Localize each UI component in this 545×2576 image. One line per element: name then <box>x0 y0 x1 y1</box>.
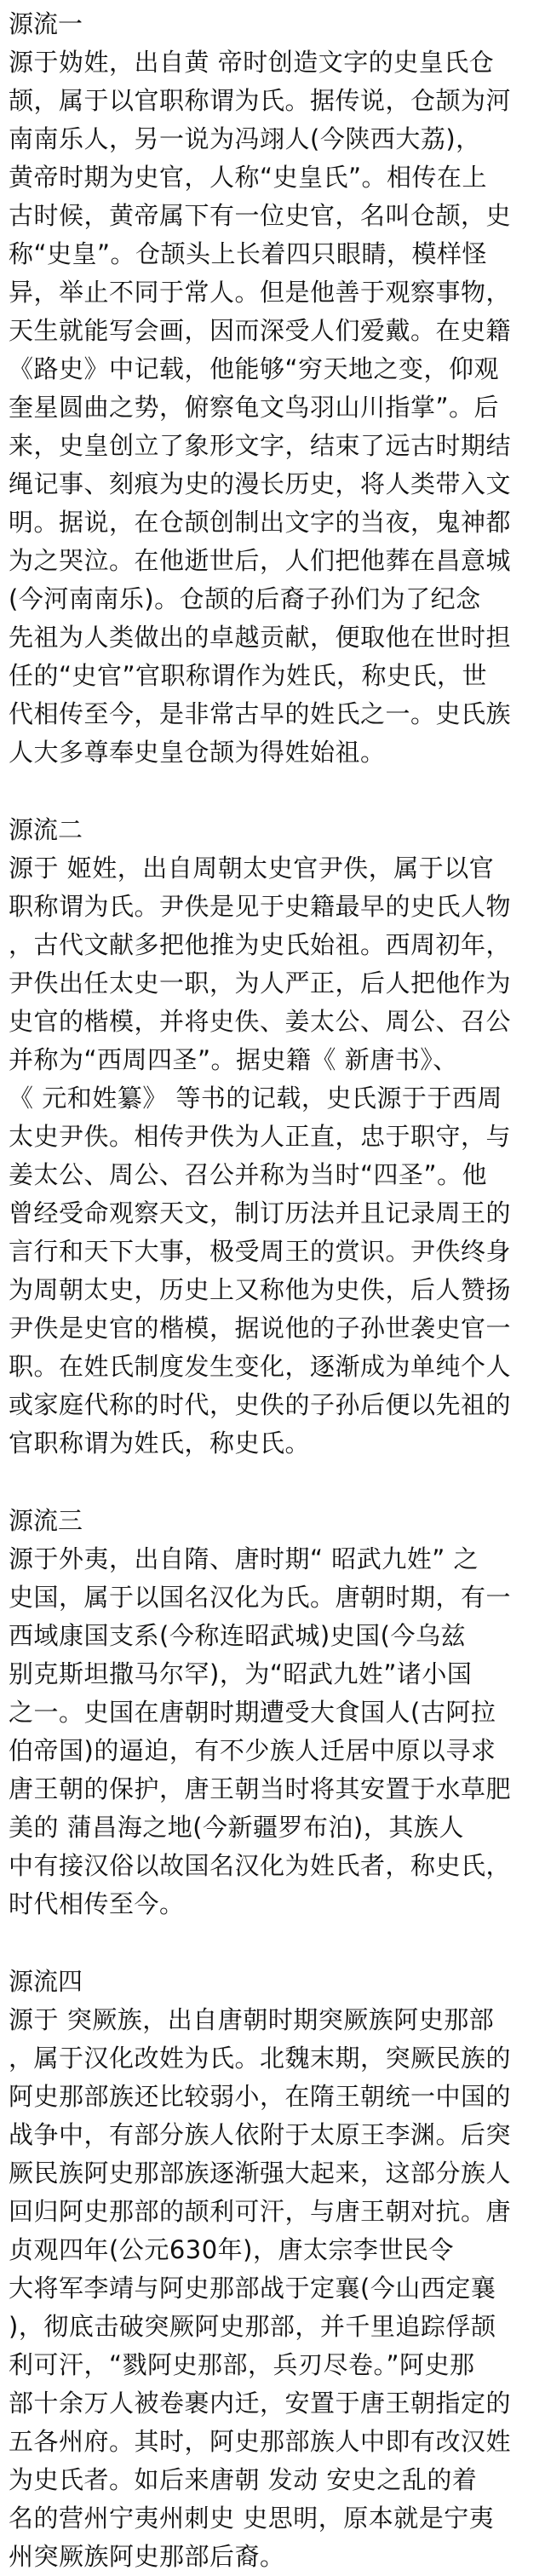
text-line: 源于妫姓，出自黄 帝时创造文字的史皇氏仓 <box>9 48 495 77</box>
text-line: 来，史皇创立了象形文字，结束了远古时期结 <box>9 431 512 460</box>
text-line: 为之哭泣。在他逝世后，人们把他葬在昌意城 <box>9 546 512 575</box>
text-line: 时代相传至今。 <box>9 1889 185 1918</box>
text-line: 职。在姓氏制度发生变化，逐渐成为单纯个人 <box>9 1352 512 1381</box>
section-spacer <box>9 772 536 811</box>
text-line: 古时候，黄帝属下有一位史官，名叫仓颉，史 <box>9 201 512 230</box>
text-line: ，古代文献多把他推为史氏始祖。西周初年， <box>9 930 512 959</box>
section-title: 源流一 <box>9 9 83 38</box>
text-line: 部十余万人被卷裹内迁，安置于唐王朝指定的 <box>9 2389 512 2418</box>
text-line: 贞观四年(公元630年)，唐太宗李世民令 <box>9 2235 454 2264</box>
text-line: )，彻底击破突厥阿史那部，并千里追踪俘颉 <box>9 2312 496 2341</box>
text-line: 代相传至今，是非常古早的姓氏之一。史氏族 <box>9 699 512 728</box>
text-line: 尹佚是史官的楷模，据说他的子孙世袭史官一 <box>9 1314 512 1343</box>
text-line: 唐王朝的保护，唐王朝当时将其安置于水草肥 <box>9 1774 512 1803</box>
text-line: 史国，属于以国名汉化为氏。唐朝时期，有一 <box>9 1583 512 1612</box>
text-line: 或家庭代称的时代，史佚的子孙后便以先祖的 <box>9 1390 512 1419</box>
text-line: 异，举止不同于常人。但是他善于观察事物， <box>9 278 512 307</box>
text-line: 源于 姬姓，出自周朝太史官尹佚，属于以官 <box>9 854 495 883</box>
text-line: 厥民族阿史那部族逐渐强大起来，这部分族人 <box>9 2159 512 2188</box>
text-line: ，属于汉化改姓为氏。北魏末期，突厥民族的 <box>9 2044 512 2073</box>
text-line: 州突厥族阿史那部后裔。 <box>9 2542 285 2571</box>
text-line: 颉，属于以官职称谓为氏。据传说，仓颉为河 <box>9 86 512 115</box>
text-line: 为周朝太史，历史上又称他为史佚，后人赞扬 <box>9 1275 512 1304</box>
text-line: 伯帝国)的逼迫，有不少族人迁居中原以寻求 <box>9 1736 496 1765</box>
text-line: 职称谓为氏。尹佚是见于史籍最早的史氏人物 <box>9 892 512 921</box>
text-line: 太史尹佚。相传尹佚为人正直，忠于职守，与 <box>9 1122 512 1151</box>
section-title: 源流二 <box>9 815 83 844</box>
text-line: 天生就能写会画，因而深受人们爱戴。在史籍 <box>9 316 512 345</box>
text-line: 大将军李靖与阿史那部战于定襄(今山西定襄 <box>9 2274 496 2303</box>
text-line: 明。据说，在仓颉创制出文字的当夜，鬼神都 <box>9 508 512 537</box>
section-paragraph <box>9 43 536 772</box>
section-spacer <box>9 1923 536 1963</box>
text-line: 名的营州宁夷州刺史 史思明，原本就是宁夷 <box>9 2504 495 2533</box>
section-4 <box>9 1963 536 2576</box>
text-line: 回归阿史那部的颉利可汗，与唐王朝对抗。唐 <box>9 2197 512 2226</box>
text-line: 奎星圆曲之势，俯察龟文鸟羽山川指掌”。后 <box>9 393 500 422</box>
text-line: 五各州府。其时，阿史那部族人中即有改汉姓 <box>9 2427 512 2456</box>
section-spacer <box>9 1463 536 1502</box>
text-line: 源于 突厥族，出自唐朝时期突厥族阿史那部 <box>9 2005 495 2034</box>
text-line: 任的“史官”官职称谓作为姓氏，称史氏，世 <box>9 661 488 690</box>
section-paragraph <box>9 1540 536 1923</box>
text-line: 黄帝时期为史官，人称“史皇氏”。相传在上 <box>9 163 488 192</box>
text-line: 称“史皇”。仓颉头上长着四只眼睛，模样怪 <box>9 239 488 268</box>
section-1 <box>9 5 536 772</box>
section-paragraph <box>9 849 536 1463</box>
text-line: 《路史》中记载，他能够“穷天地之变，仰观 <box>9 354 500 383</box>
text-line: 源于外夷，出自隋、唐时期“ 昭武九姓” 之 <box>9 1544 479 1573</box>
text-line: 阿史那部族还比较弱小，在隋王朝统一中国的 <box>9 2082 512 2111</box>
text-line: 别克斯坦撒马尔罕)，为“昭武九姓”诸小国 <box>9 1659 473 1688</box>
section-paragraph <box>9 2001 536 2576</box>
text-line: 中有接汉俗以故国名汉化为姓氏者，称史氏， <box>9 1851 512 1880</box>
text-line: 《 元和姓纂》 等书的记载，史氏源于于西周 <box>9 1084 502 1113</box>
text-line: 人大多尊奉史皇仓颉为得姓始祖。 <box>9 738 386 767</box>
text-line: 史官的楷模，并将史佚、姜太公、周公、召公 <box>9 1007 512 1036</box>
text-line: 西域康国支系(今称连昭武城)史国(今乌兹 <box>9 1621 466 1650</box>
text-line: 先祖为人类做出的卓越贡献，便取他在世时担 <box>9 623 512 652</box>
text-line: 官职称谓为姓氏，称史氏。 <box>9 1429 311 1458</box>
section-title: 源流四 <box>9 1967 83 1996</box>
text-line: 利可汗，“戮阿史那部，兵刃尽卷。”阿史那 <box>9 2350 475 2379</box>
text-line: 绳记事、刻痕为史的漫长历史，将人类带入文 <box>9 469 512 498</box>
text-line: 曾经受命观察天文，制订历法并且记录周王的 <box>9 1199 512 1228</box>
section-title: 源流三 <box>9 1506 83 1535</box>
section-2 <box>9 811 536 1463</box>
text-line: 美的 蒲昌海之地(今新疆罗布泊)，其族人 <box>9 1813 464 1842</box>
text-line: (今河南南乐)。仓颉的后裔子孙们为了纪念 <box>9 584 481 613</box>
text-line: 为史氏者。如后来唐朝 发动 安史之乱的着 <box>9 2465 478 2494</box>
text-line: 战争中，有部分族人依附于太原王李渊。后突 <box>9 2120 512 2149</box>
text-line: 姜太公、周公、召公并称为当时“四圣”。他 <box>9 1160 488 1189</box>
text-line: 言行和天下大事，极受周王的赏识。尹佚终身 <box>9 1237 512 1266</box>
text-line: 南南乐人，另一说为冯翊人(今陕西大荔)， <box>9 124 481 153</box>
text-line: 并称为“西周四圣”。据史籍《 新唐书》、 <box>9 1045 458 1074</box>
text-line: 之一。史国在唐朝时期遭受大食国人(古阿拉 <box>9 1698 496 1727</box>
section-3 <box>9 1502 536 1923</box>
text-line: 尹佚出任太史一职，为人严正，后人把他作为 <box>9 969 512 998</box>
